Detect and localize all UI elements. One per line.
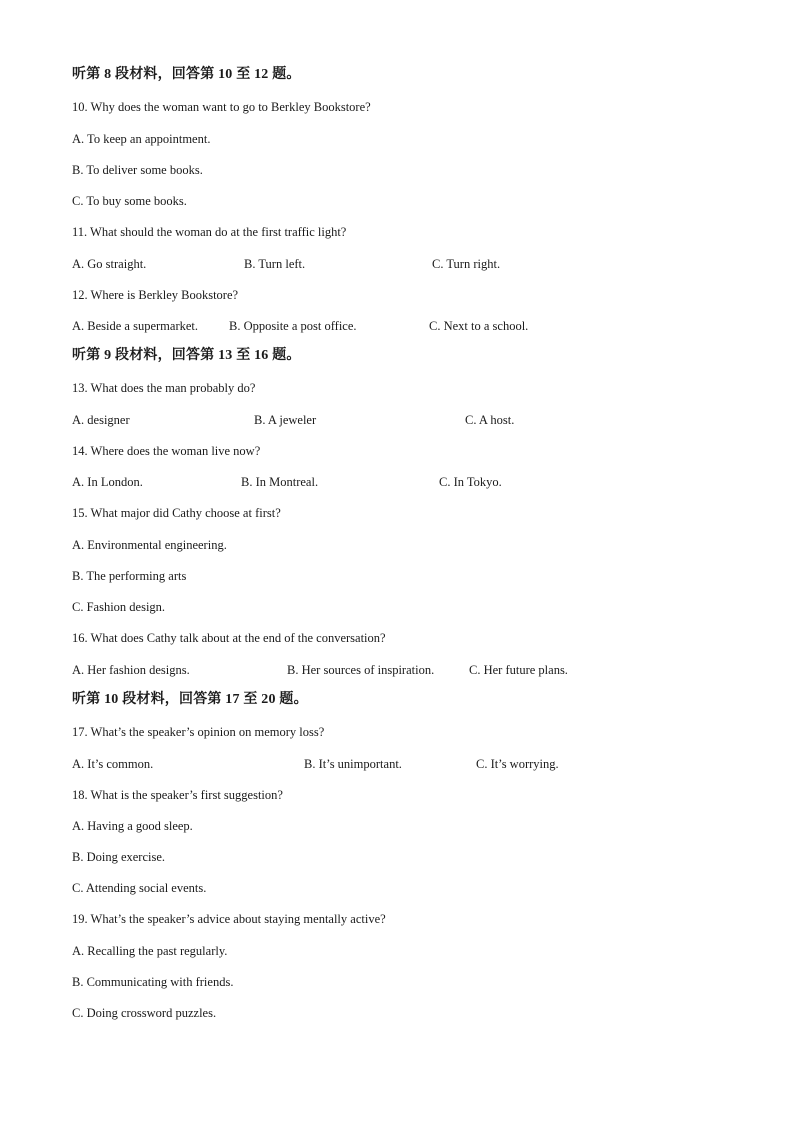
option-b: B. Her sources of inspiration. [287, 663, 435, 677]
question-text: 15. What major did Cathy choose at first? [72, 506, 281, 520]
option-c: C. Doing crossword puzzles. [72, 1006, 217, 1020]
option-c: C. It’s worrying. [476, 757, 559, 771]
section-heading: 听第 8 段材料，回答第 10 至 12 题。 [72, 67, 301, 82]
question-text: 19. What’s the speaker’s advice about staying mentally active? [72, 912, 386, 926]
option-b: B. Doing exercise. [72, 850, 166, 864]
option-c: C. To buy some books. [72, 194, 187, 208]
question-text: 12. Where is Berkley Bookstore? [72, 288, 239, 302]
option-a: A. In London. [72, 475, 143, 489]
question-text: 14. Where does the woman live now? [72, 444, 261, 458]
option-c: C. Next to a school. [429, 319, 529, 333]
question-text: 13. What does the man probably do? [72, 381, 256, 395]
option-c: C. Turn right. [432, 257, 501, 271]
option-b: B. Communicating with friends. [72, 975, 234, 989]
option-a: A. designer [72, 413, 130, 427]
section-heading: 听第 10 段材料，回答第 17 至 20 题。 [72, 692, 308, 707]
option-c: C. Attending social events. [72, 881, 207, 895]
question-text: 11. What should the woman do at the first traffic light? [72, 225, 347, 239]
option-a: A. Her fashion designs. [72, 663, 190, 677]
option-a: A. Beside a supermarket. [72, 319, 199, 333]
option-b: B. The performing arts [72, 569, 187, 583]
option-b: B. Turn left. [244, 257, 306, 271]
option-c: C. A host. [465, 413, 515, 427]
question-text: 17. What’s the speaker’s opinion on memory loss? [72, 725, 325, 739]
option-a: A. It’s common. [72, 757, 154, 771]
option-c: C. In Tokyo. [439, 475, 502, 489]
option-b: B. A jeweler [254, 413, 317, 427]
option-a: A. Having a good sleep. [72, 819, 193, 833]
option-c: C. Fashion design. [72, 600, 166, 614]
option-c: C. Her future plans. [469, 663, 568, 677]
section-heading: 听第 9 段材料，回答第 13 至 16 题。 [72, 348, 301, 363]
option-b: B. In Montreal. [241, 475, 319, 489]
question-text: 18. What is the speaker’s first suggestion? [72, 788, 283, 802]
option-a: A. To keep an appointment. [72, 132, 211, 146]
option-b: B. It’s unimportant. [304, 757, 402, 771]
option-a: A. Go straight. [72, 257, 147, 271]
option-a: A. Recalling the past regularly. [72, 944, 228, 958]
option-b: B. Opposite a post office. [229, 319, 357, 333]
option-a: A. Environmental engineering. [72, 538, 227, 552]
question-text: 16. What does Cathy talk about at the end of the conversation? [72, 631, 386, 645]
option-b: B. To deliver some books. [72, 163, 203, 177]
question-text: 10. Why does the woman want to go to Berkley Bookstore? [72, 100, 371, 114]
